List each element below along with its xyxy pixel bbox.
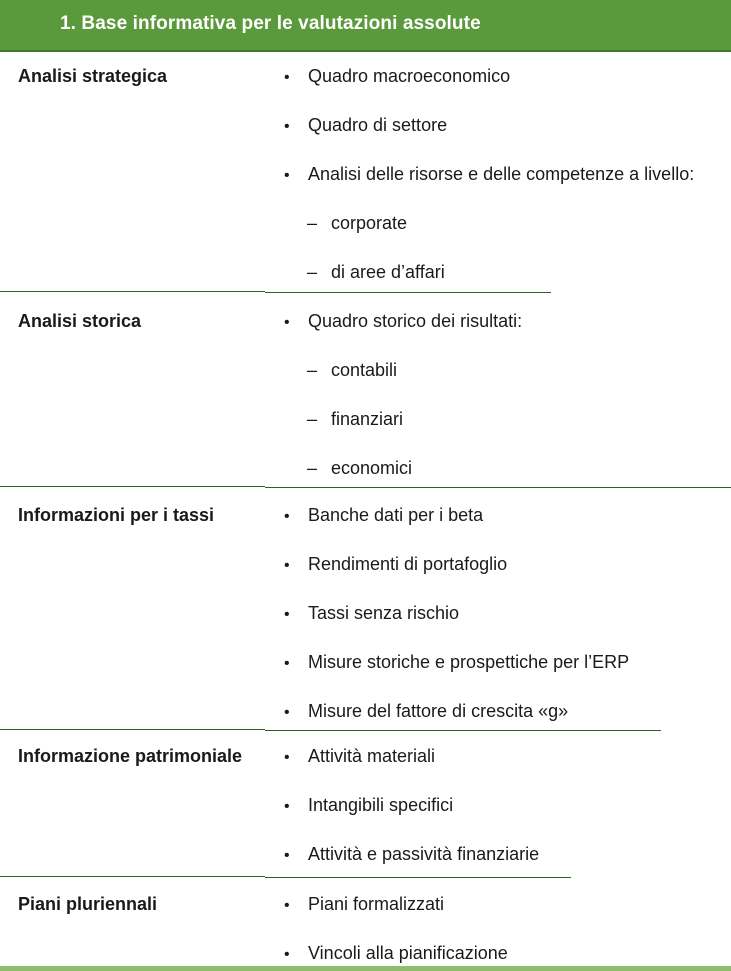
section-label: Analisi storica (18, 311, 142, 331)
bullet-list-item (284, 505, 483, 526)
bullet-icon: • (284, 749, 290, 766)
list-item-text: Analisi delle risorse e delle competenze a livello: (308, 164, 695, 184)
bullet-icon: • (284, 847, 290, 864)
bullet-list-item (284, 652, 629, 673)
list-item-text: Misure storiche e prospettiche per l’ERP (308, 652, 630, 672)
dash-icon: – (307, 262, 318, 282)
list-item-text: Rendimenti di portafoglio (308, 554, 508, 574)
list-item-text: contabili (331, 360, 398, 380)
bullet-list-item (284, 795, 453, 816)
sub-list-item (307, 262, 445, 283)
bottom-border (0, 966, 731, 971)
list-item-text: finanziari (331, 409, 404, 429)
table-title: 1. Base informativa per le valutazioni assolute (60, 13, 481, 34)
sub-list-item (307, 213, 407, 234)
bullet-icon: • (284, 314, 290, 331)
section-divider (265, 292, 551, 293)
list-item-text: Tassi senza rischio (308, 603, 460, 623)
sub-list-item (307, 360, 397, 381)
bullet-list-item (284, 554, 507, 575)
bullet-icon: • (284, 606, 290, 623)
list-item-text: Attività materiali (308, 746, 436, 766)
section-divider (0, 291, 265, 292)
list-item-text: Misure del fattore di crescita «g» (308, 701, 569, 721)
bullet-icon: • (284, 655, 290, 672)
list-item-text: Quadro macroeconomico (308, 66, 511, 86)
table-header (0, 0, 731, 52)
list-item-text: economici (331, 458, 413, 478)
section-divider (265, 730, 661, 731)
list-item-text: Quadro di settore (308, 115, 448, 135)
section-divider (265, 487, 731, 488)
section-label: Informazione patrimoniale (18, 746, 243, 766)
bullet-list-item (284, 115, 447, 136)
list-item-text: di aree d’affari (331, 262, 445, 282)
sub-list-item (307, 409, 403, 430)
bullet-list-item (284, 894, 444, 915)
bullet-list-item (284, 311, 522, 332)
list-item-text: Intangibili specifici (308, 795, 454, 815)
dash-icon: – (307, 213, 318, 233)
list-item-text: Piani formalizzati (308, 894, 445, 914)
bullet-icon: • (284, 69, 290, 86)
bullet-icon: • (284, 118, 290, 135)
bullet-list-item (284, 701, 568, 722)
bullet-icon: • (284, 704, 290, 721)
section-divider (0, 729, 265, 730)
sub-list-item (307, 458, 412, 479)
bullet-icon: • (284, 557, 290, 574)
section-divider (0, 876, 265, 877)
list-item-text: Quadro storico dei risultati: (308, 311, 523, 331)
dash-icon: – (307, 360, 318, 380)
bullet-list-item (284, 66, 510, 87)
bullet-list-item (284, 164, 694, 185)
list-item-text: Banche dati per i beta (308, 505, 484, 525)
bullet-list-item (284, 943, 508, 964)
bullet-icon: • (284, 798, 290, 815)
section-divider (265, 877, 571, 878)
bullet-icon: • (284, 897, 290, 914)
bullet-list-item (284, 603, 459, 624)
bullet-list-item (284, 746, 435, 767)
list-item-text: corporate (331, 213, 408, 233)
dash-icon: – (307, 458, 318, 478)
dash-icon: – (307, 409, 318, 429)
bullet-icon: • (284, 508, 290, 525)
section-label: Analisi strategica (18, 66, 168, 86)
section-label: Informazioni per i tassi (18, 505, 215, 525)
bullet-icon: • (284, 946, 290, 963)
list-item-text: Attività e passività finanziarie (308, 844, 540, 864)
bullet-icon: • (284, 167, 290, 184)
section-divider (0, 486, 265, 487)
list-item-text: Vincoli alla pianificazione (308, 943, 508, 963)
bullet-list-item (284, 844, 539, 865)
section-label: Piani pluriennali (18, 894, 158, 914)
